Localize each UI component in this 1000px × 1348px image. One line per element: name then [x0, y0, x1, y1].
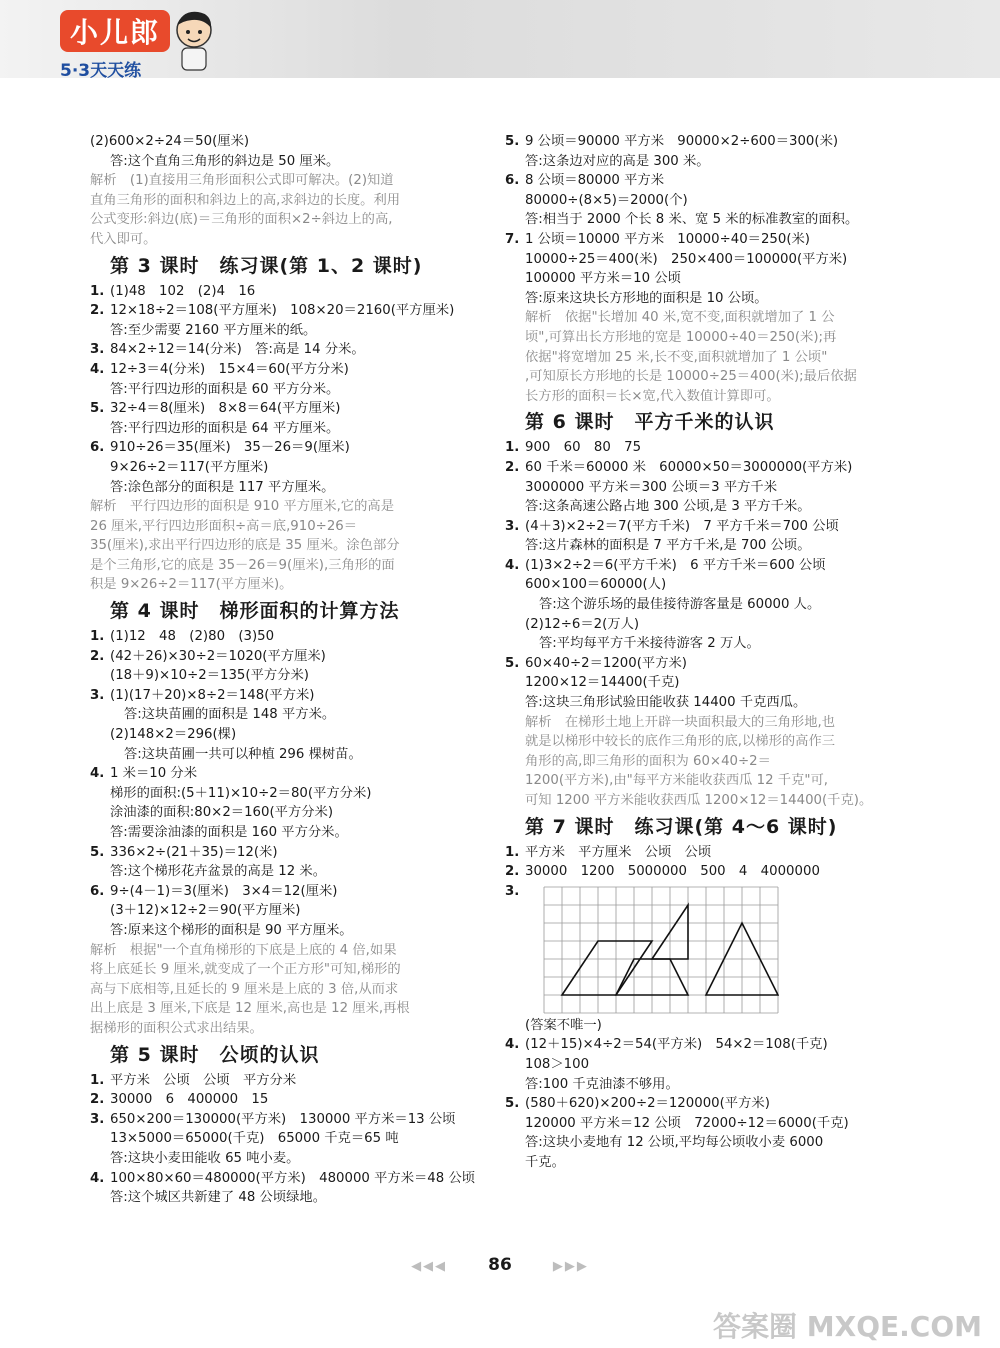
answer-statement: 答:原来这个梯形的面积是 90 平方厘米。	[110, 922, 353, 938]
answer-statement: 答:这条高速公路占地 300 公顷,是 3 平方千米。	[525, 499, 811, 515]
answer-line: 100000 平方米＝10 公顷	[525, 271, 681, 287]
answer-statement: 答:平行四边形的面积是 60 平方分米。	[110, 381, 340, 397]
analysis-note: 积是 9×26÷2＝117(平方厘米)。	[90, 577, 293, 593]
answer-item	[505, 1035, 915, 1055]
logo-title: 小儿郎	[60, 10, 170, 52]
left-column	[90, 132, 480, 1208]
question-number: 6.	[90, 883, 105, 899]
answer-item	[90, 627, 480, 647]
answer-statement: 答:这块苗圃的面积是 148 平方米。	[124, 707, 336, 723]
answer-text: 平方米 平方厘米 公顷 公顷	[525, 844, 712, 860]
answer-text: 平方米 公顷 公顷 平方分米	[110, 1072, 297, 1088]
question-number: 1.	[90, 629, 105, 645]
question-number: 3.	[505, 518, 520, 534]
answer-text: 12×18÷2＝108(平方厘米) 108×20＝2160(平方厘米)	[110, 303, 455, 319]
logo-subtitle: 5·3天天练	[60, 61, 142, 81]
answer-grid-figure	[543, 886, 779, 1014]
answer-statement: 答:100 千克油漆不够用。	[525, 1076, 679, 1092]
answer-line: 1200×12＝14400(千克)	[525, 675, 680, 691]
analysis-note: 代入即可。	[90, 231, 157, 247]
answer-line: 答:原来这块长方形地的面积是 10 公顷。	[525, 290, 768, 306]
answer-text: 84×2÷12＝14(分米) 答:高是 14 分米。	[110, 342, 365, 358]
analysis-note: ,可知原长方形地的长是 10000÷25＝400(米);最后依据	[525, 369, 857, 385]
mascot-icon	[168, 6, 220, 72]
lesson-heading: 第 6 课时 平方千米的认识	[525, 411, 775, 434]
answer-line: 9×26÷2＝117(平方厘米)	[110, 459, 269, 475]
answer-line: (2)600×2÷24＝50(厘米)	[90, 134, 250, 149]
question-number: 2.	[90, 1092, 105, 1108]
analysis-note: 顷",可算出长方形地的宽是 10000÷40＝250(米);再	[525, 329, 837, 345]
answer-item	[90, 1110, 480, 1130]
answer-item	[505, 862, 915, 882]
answer-line: 80000÷(8×5)＝2000(个)	[525, 192, 688, 208]
answer-item	[505, 1094, 915, 1114]
answer-text: 910÷26＝35(厘米) 35－26＝9(厘米)	[110, 440, 350, 456]
answer-text: 12÷3＝4(分米) 15×4＝60(平方分米)	[110, 361, 349, 377]
answer-item	[505, 556, 915, 576]
question-number: 4.	[90, 1170, 105, 1186]
answer-text: 1 公顷＝10000 平方米 10000÷40＝250(米)	[525, 231, 810, 247]
answer-statement: 答:这个梯形花卉盆景的高是 12 米。	[110, 864, 327, 880]
analysis-note: 依据"将宽增加 25 米,长不变,面积就增加了 1 公顷"	[525, 349, 828, 365]
answer-item	[90, 1071, 480, 1091]
answer-item	[90, 1090, 480, 1110]
brand-logo	[60, 10, 170, 81]
right-column	[505, 132, 915, 1173]
page-footer	[0, 1255, 1000, 1275]
question-number: 4.	[505, 1037, 520, 1053]
answer-text: (12＋15)×4÷2＝54(平方米) 54×2＝108(千克)	[525, 1037, 828, 1053]
answer-text: 650×200＝130000(平方米) 130000 平方米＝13 公顷	[110, 1111, 456, 1127]
question-number: 6.	[505, 173, 520, 189]
answer-statement: 答:需要涂油漆的面积是 160 平方分米。	[110, 825, 348, 840]
question-number: 2.	[505, 864, 520, 880]
answer-line: 13×5000＝65000(千克) 65000 千克＝65 吨	[110, 1131, 399, 1147]
answer-line: 120000 平方米＝12 公顷 72000÷12＝6000(千克)	[525, 1115, 849, 1131]
question-number: 3.	[90, 1111, 105, 1127]
answer-statement: 答:平均每平方千米接待游客 2 万人。	[539, 636, 760, 652]
question-number: 7.	[505, 231, 520, 247]
answer-text: 60×40÷2＝1200(平方米)	[525, 655, 687, 671]
answer-text: 900 60 80 75	[525, 440, 642, 456]
question-number: 3.	[505, 883, 520, 899]
analysis-note: 将上底延长 9 厘米,就变成了一个正方形"可知,梯形的	[90, 962, 401, 978]
question-number: 5.	[505, 134, 520, 149]
answer-statement: 答:这块小麦田能收 65 吨小麦。	[110, 1150, 300, 1166]
lesson-heading: 第 7 课时 练习课(第 4～6 课时)	[525, 815, 838, 838]
grid-shape-parallelogram	[562, 941, 652, 995]
question-number: 3.	[90, 342, 105, 358]
question-number: 5.	[90, 401, 105, 417]
watermark: 答案圈 MXQE.COM	[713, 1310, 982, 1343]
answer-item	[505, 843, 915, 863]
answer-item	[90, 360, 480, 380]
answer-item	[505, 132, 915, 152]
answer-item	[505, 882, 915, 1016]
question-number: 1.	[90, 1072, 105, 1088]
answer-item	[90, 340, 480, 360]
answer-line: 答:相当于 2000 个长 8 米、宽 5 米的标准教室的面积。	[525, 212, 859, 228]
analysis-note: 35(厘米),求出平行四边形的底是 35 厘米。涂色部分	[90, 538, 400, 554]
answer-text: 30000 1200 5000000 500 4 4000000	[525, 864, 820, 880]
answer-item	[90, 438, 480, 458]
answer-statement: 答:平行四边形的面积是 64 平方厘米。	[110, 420, 340, 436]
answer-line: 10000÷25＝400(米) 250×400＝100000(平方米)	[525, 251, 848, 267]
question-number: 4.	[90, 766, 105, 782]
analysis-note: 解析 (1)直接用三角形面积公式即可解决。(2)知道	[90, 173, 394, 189]
answer-item	[505, 438, 915, 458]
answer-line: 108＞100	[525, 1056, 590, 1072]
analysis-note: 解析 平行四边形的面积是 910 平方厘米,它的高是	[90, 499, 394, 515]
answer-item	[505, 654, 915, 674]
analysis-note: 解析 根据"一个直角梯形的下底是上底的 4 倍,如果	[90, 942, 397, 958]
question-number: 5.	[90, 844, 105, 860]
answer-item	[90, 843, 480, 863]
answer-item	[505, 171, 915, 191]
next-arrows-icon: ▶▶▶	[552, 1259, 589, 1274]
answer-statement: 答:这片森林的面积是 7 平方千米,是 700 公顷。	[525, 538, 811, 554]
answer-item	[90, 686, 480, 706]
answer-line: (3＋12)×12÷2＝90(平方厘米)	[110, 903, 301, 919]
answer-line: 涂油漆的面积:80×2＝160(平方分米)	[110, 805, 334, 821]
question-number: 4.	[505, 557, 520, 573]
answer-text: (580＋620)×200÷2＝120000(平方米)	[525, 1096, 770, 1112]
answer-statement: 答:这个游乐场的最佳接待游客量是 60000 人。	[539, 597, 821, 613]
analysis-note: 出上底是 3 厘米,下底是 12 厘米,高也是 12 厘米,再根	[90, 1001, 410, 1017]
lesson-heading: 第 3 课时 练习课(第 1、2 课时)	[110, 254, 423, 277]
question-number: 2.	[90, 648, 105, 664]
answer-statement: 答:这个城区共新建了 48 公顷绿地。	[110, 1190, 327, 1206]
answer-statement: 答:这个直角三角形的斜边是 50 厘米。	[110, 153, 340, 169]
analysis-note: 26 厘米,平行四边形面积÷高＝底,910÷26＝	[90, 518, 358, 534]
answer-text: 32÷4＝8(厘米) 8×8＝64(平方厘米)	[110, 401, 341, 417]
answer-item	[505, 517, 915, 537]
lesson-heading: 第 4 课时 梯形面积的计算方法	[110, 600, 400, 623]
analysis-note: 是个三角形,它的底是 35－26＝9(厘米),三角形的面	[90, 557, 395, 573]
answer-line: (2)148×2＝296(棵)	[110, 727, 237, 743]
answer-item	[90, 647, 480, 667]
answer-line: (答案不唯一)	[525, 1017, 602, 1033]
answer-text: 9÷(4－1)＝3(厘米) 3×4＝12(厘米)	[110, 883, 338, 899]
answer-line: 答:这块小麦地有 12 公顷,平均每公顷收小麦 6000	[525, 1135, 824, 1151]
analysis-note: 解析 在梯形土地上开辟一块面积最大的三角形地,也	[525, 714, 836, 730]
answer-text: 8 公顷＝80000 平方米	[525, 173, 664, 189]
analysis-note: 高与下底相等,且延长的 9 厘米是上底的 3 倍,从而求	[90, 981, 399, 997]
answer-item	[90, 282, 480, 302]
question-number: 1.	[90, 283, 105, 299]
question-number: 4.	[90, 361, 105, 377]
analysis-note: 1200(平方米),由"每平方米能收获西瓜 12 千克"可,	[525, 773, 829, 789]
question-number: 3.	[90, 687, 105, 703]
answer-statement: 答:这块苗圃一共可以种植 296 棵树苗。	[124, 746, 362, 762]
answer-line: (18＋9)×10÷2＝135(平方分米)	[110, 668, 309, 684]
question-number: 2.	[90, 303, 105, 319]
analysis-note: 就是以梯形中较长的底作三角形的底,以梯形的高作三	[525, 734, 836, 750]
answer-item	[90, 399, 480, 419]
answer-text: (42＋26)×30÷2＝1020(平方厘米)	[110, 648, 326, 664]
question-number: 6.	[90, 440, 105, 456]
analysis-note: 直角三角形的面积和斜边上的高,求斜边的长度。利用	[90, 192, 401, 208]
answer-text: 336×2÷(21＋35)＝12(米)	[110, 844, 278, 860]
question-number: 1.	[505, 440, 520, 456]
answer-statement: 答:这块三角形试验田能收获 14400 千克西瓜。	[525, 695, 807, 711]
question-number: 1.	[505, 844, 520, 860]
answer-statement: 答:涂色部分的面积是 117 平方厘米。	[110, 479, 335, 495]
answer-statement: 答:至少需要 2160 平方厘米的纸。	[110, 322, 317, 338]
question-number: 5.	[505, 655, 520, 671]
answer-text: (1)(17＋20)×8÷2＝148(平方米)	[110, 687, 315, 703]
analysis-note: 解析 依据"长增加 40 米,宽不变,面积就增加了 1 公	[525, 310, 835, 326]
answer-line: 3000000 平方米＝300 公顷＝3 平方千米	[525, 479, 778, 495]
answer-text: (1)48 102 (2)4 16	[110, 283, 256, 299]
question-number: 2.	[505, 459, 520, 475]
answer-item	[90, 764, 480, 784]
answer-text: (1)12 48 (2)80 (3)50	[110, 629, 275, 645]
answer-statement: 答:这条边对应的高是 300 米。	[525, 153, 710, 169]
answer-item	[505, 230, 915, 250]
answer-line: 千克。	[525, 1154, 565, 1170]
analysis-note: 长方形的面积＝长×宽,代入数值计算即可。	[525, 388, 780, 404]
answer-text: 60 千米＝60000 米 60000×50＝3000000(平方米)	[525, 459, 853, 475]
answer-line: (2)12÷6＝2(万人)	[525, 616, 640, 632]
lesson-heading: 第 5 课时 公顷的认识	[110, 1043, 320, 1066]
answer-item	[90, 301, 480, 321]
analysis-note: 据梯形的面积公式求出结果。	[90, 1020, 263, 1036]
question-number: 5.	[505, 1096, 520, 1112]
analysis-note: 可知 1200 平方米能收获西瓜 1200×12＝14400(千克)。	[525, 793, 873, 808]
answer-text: (4＋3)×2÷2＝7(平方千米) 7 平方千米＝700 公顷	[525, 518, 839, 534]
answer-text: 1 米＝10 分米	[110, 766, 198, 782]
answer-text: (1)3×2÷2＝6(平方千米) 6 平方千米＝600 公顷	[525, 557, 826, 573]
answer-text: 9 公顷＝90000 平方米 90000×2÷600＝300(米)	[525, 134, 839, 149]
answer-item	[505, 458, 915, 478]
answer-item	[90, 1169, 480, 1189]
analysis-note: 角形的高,即三角形的面积为 60×40÷2＝	[525, 753, 771, 769]
answer-text: 100×80×60＝480000(平方米) 480000 平方米＝48 公顷	[110, 1170, 476, 1186]
answer-item	[90, 882, 480, 902]
page-number: 86	[488, 1255, 512, 1275]
prev-arrows-icon: ◀◀◀	[411, 1259, 448, 1274]
answer-text: 30000 6 400000 15	[110, 1092, 269, 1108]
analysis-note: 公式变形:斜边(底)＝三角形的面积×2÷斜边上的高,	[90, 212, 393, 228]
answer-line: 600×100＝60000(人)	[525, 577, 667, 593]
answer-line: 梯形的面积:(5＋11)×10÷2＝80(平方分米)	[110, 785, 372, 801]
